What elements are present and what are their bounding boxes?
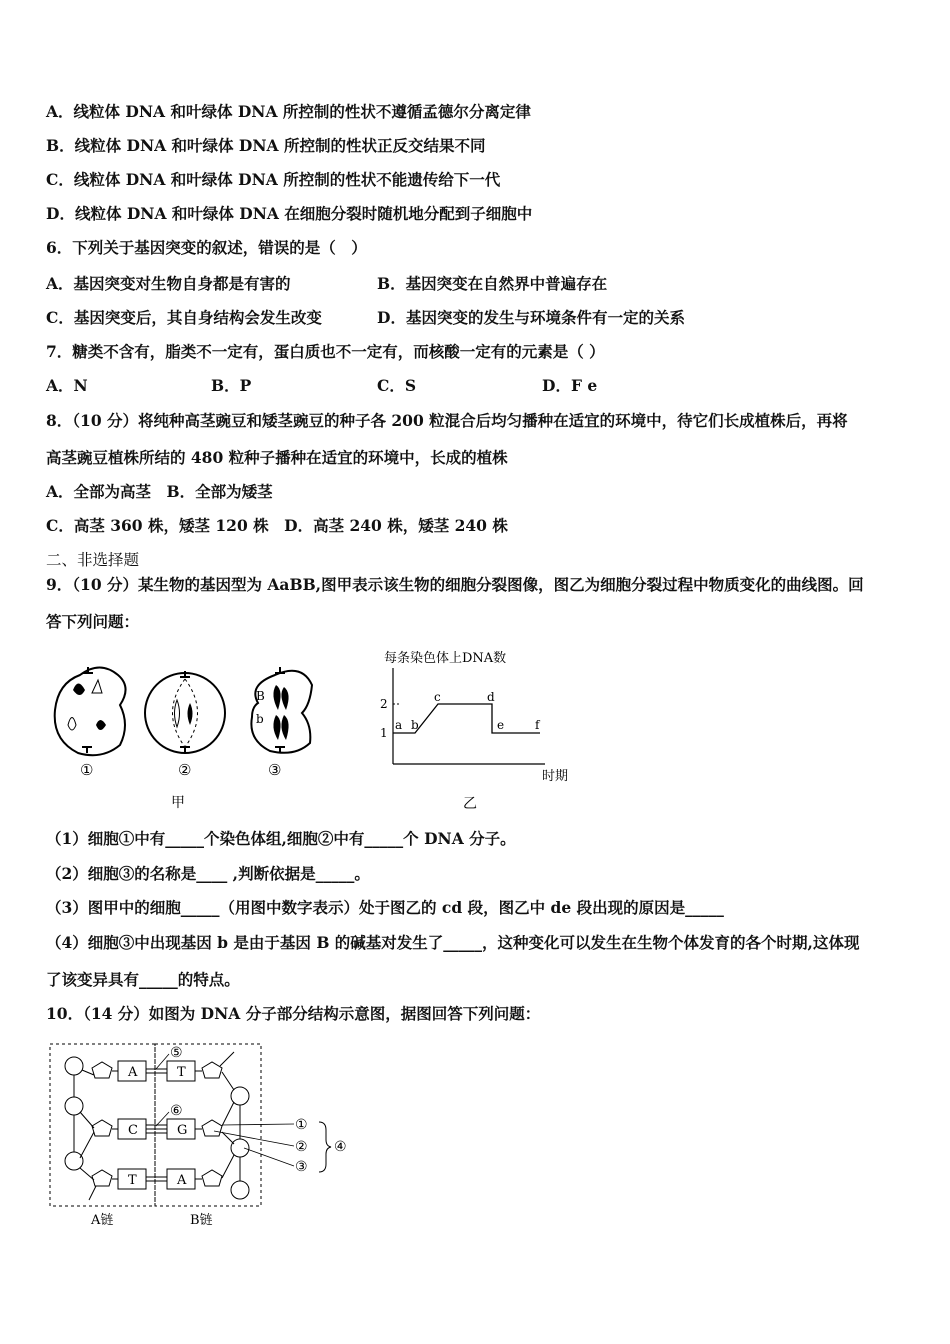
q6-option-b: B．基因突变在自然界中普遍存在 — [377, 274, 608, 293]
chain-a-label: A链 — [91, 1213, 114, 1228]
yi-point-d: d — [487, 690, 495, 704]
base-a-2: C — [128, 1123, 138, 1138]
q6-option-c: C．基因突变后，其自身结构会发生改变 — [46, 308, 322, 327]
q9-part-2: （2）细胞③的名称是____ ,判断依据是_____。 — [46, 864, 370, 883]
q6-option-d: D．基因突变的发生与环境条件有一定的关系 — [377, 308, 685, 327]
base-b-2: G — [177, 1123, 188, 1138]
figure-dna — [44, 1040, 364, 1235]
section-heading: 二、非选择题 — [46, 551, 140, 569]
q6-stem: 6．下列关于基因突变的叙述，错误的是（ ） — [46, 238, 367, 257]
q7-option-b: B．P — [211, 376, 252, 395]
mark-5: ⑤ — [170, 1045, 183, 1061]
yi-ylabel: 每条染色体上DNA数 — [384, 651, 507, 666]
base-a-1: A — [128, 1065, 138, 1080]
q5-option-b: B．线粒体 DNA 和叶绿体 DNA 所控制的性状正反交结果不同 — [46, 136, 486, 155]
yi-point-c: c — [434, 690, 441, 704]
yi-point-f: f — [535, 718, 540, 732]
mark-3: ③ — [295, 1159, 308, 1175]
q8-options-ab: A．全部为高茎 B．全部为矮茎 — [46, 482, 273, 501]
mark-6: ⑥ — [170, 1103, 183, 1119]
mark-4: ④ — [334, 1139, 347, 1155]
q8-stem-2: 高茎豌豆植株所结的 480 粒种子播种在适宜的环境中，长成的植株 — [46, 448, 508, 467]
figure-jia — [40, 655, 340, 815]
mark-2: ② — [295, 1139, 308, 1155]
figure-yi — [370, 646, 580, 811]
yi-ytick-2: 2 — [380, 697, 388, 711]
q9-stem-1: 9．（10 分）某生物的基因型为 AaBB,图甲表示该生物的细胞分裂图像，图乙为细胞分裂过程中物质变化的曲线图。回 — [46, 575, 864, 594]
q9-stem-2: 答下列问题： — [46, 612, 140, 631]
q7-stem: 7．糖类不含有，脂类不一定有，蛋白质也不一定有，而核酸一定有的元素是（ ） — [46, 342, 605, 361]
cell-1-diagram — [55, 667, 126, 755]
yi-ytick-1: 1 — [380, 726, 388, 740]
q9-part-4b: 了该变异具有_____的特点。 — [46, 970, 240, 989]
mark-1: ① — [295, 1117, 308, 1133]
q5-option-d: D．线粒体 DNA 和叶绿体 DNA 在细胞分裂时随机地分配到子细胞中 — [46, 204, 533, 223]
q10-stem: 10．（14 分）如图为 DNA 分子部分结构示意图，据图回答下列问题： — [46, 1004, 541, 1023]
base-b-3: A — [177, 1173, 187, 1188]
figure-jia-caption: 甲 — [171, 795, 185, 811]
cell-2-label: ② — [178, 761, 192, 779]
cell-3-label: ③ — [268, 761, 282, 779]
yi-point-e: e — [497, 718, 505, 732]
gene-label-b-upper: B — [256, 689, 265, 703]
base-b-1: T — [177, 1065, 186, 1080]
q5-option-a: A．线粒体 DNA 和叶绿体 DNA 所控制的性状不遵循孟德尔分离定律 — [46, 102, 531, 121]
cell-2-diagram — [145, 671, 225, 753]
q6-option-a: A．基因突变对生物自身都是有害的 — [46, 274, 291, 293]
cell-1-label: ① — [80, 761, 94, 779]
figure-yi-caption: 乙 — [463, 796, 477, 811]
q8-options-cd: C．高茎 360 株，矮茎 120 株 D．高茎 240 株，矮茎 240 株 — [46, 516, 508, 535]
gene-label-b-lower: b — [256, 712, 264, 726]
q7-option-a: A．N — [46, 376, 88, 395]
yi-xlabel: 时期 — [542, 769, 569, 784]
base-a-3: T — [128, 1173, 137, 1188]
q9-part-4a: （4）细胞③中出现基因 b 是由于基因 B 的碱基对发生了_____，这种变化可以发生在生物个体发育的各个时期,这体现 — [46, 933, 860, 952]
yi-point-b: b — [411, 718, 419, 732]
q5-option-c: C．线粒体 DNA 和叶绿体 DNA 所控制的性状不能遗传给下一代 — [46, 170, 501, 189]
q9-part-3: （3）图甲中的细胞_____（用图中数字表示）处于图乙的 cd 段，图乙中 de 段出现的原因是_____ — [46, 898, 724, 917]
q8-stem-1: 8．（10 分）将纯种高茎豌豆和矮茎豌豆的种子各 200 粒混合后均匀播种在适宜的环境中，待它们长成植株后，再将 — [46, 411, 848, 430]
cell-3-diagram — [251, 667, 312, 753]
chain-b-label: B链 — [190, 1213, 213, 1228]
brace — [319, 1122, 331, 1172]
q9-part-1: （1）细胞①中有_____个染色体组,细胞②中有_____个 DNA 分子。 — [46, 829, 516, 848]
yi-point-a: a — [395, 718, 403, 732]
q7-option-c: C．S — [377, 376, 417, 395]
q7-option-d: D．F e — [542, 376, 598, 395]
